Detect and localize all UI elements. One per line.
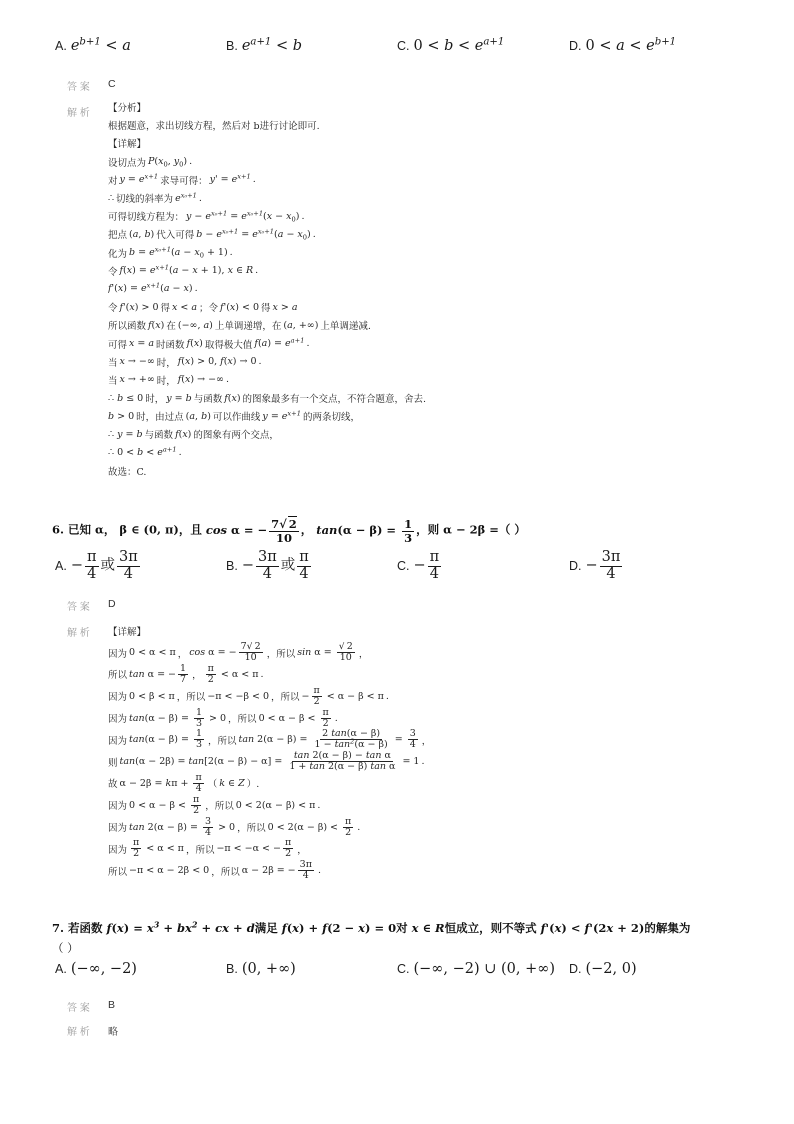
text-run: .	[198, 192, 202, 204]
text-run: 可得	[108, 339, 128, 351]
math-expression: tan(α − β) = $\frac{1}{3}$	[316, 517, 413, 545]
text-run: ，所以	[176, 692, 206, 704]
text-run: 满足	[254, 921, 282, 935]
math-expression: 0 < α < π	[129, 647, 176, 659]
math-expression: (−∞, a)	[177, 319, 213, 331]
text-run: ，所以	[237, 823, 266, 835]
explanation-line	[108, 707, 768, 729]
q7-explain-text: 略	[108, 1027, 118, 1038]
math-expression: $b - e^{x_0+1} = e^{x_0+1}(a - x_0)$	[196, 227, 311, 242]
explanation-line	[108, 316, 768, 334]
math-expression: $P(x_0$, $y_0$)	[148, 156, 188, 169]
text-run: 取得极大值	[204, 339, 253, 351]
q7-option-d[interactable]: D. (−2, 0)	[569, 961, 637, 977]
math-expression: α − 2β =	[443, 523, 499, 537]
math-expression: α − 2β = − $\frac{3\pi}{4}$	[241, 859, 312, 882]
text-run: 恒成立，则不等式	[444, 921, 541, 935]
text-run: 上单调递增，在	[214, 321, 282, 333]
text-run: ，所以	[208, 735, 237, 747]
text-run: 与函数	[144, 430, 174, 442]
text-run: .	[229, 247, 233, 259]
explanation-line	[108, 353, 768, 371]
text-run: ，所以	[211, 866, 240, 878]
math-expression: f'(x) < 0	[220, 301, 260, 313]
text-run: 根据题意，求出切线方程，然后对 b进行讨论即可.	[108, 121, 320, 133]
q7-options	[55, 954, 775, 984]
text-run: .	[317, 865, 321, 877]
explanation-line	[108, 860, 768, 882]
text-run: 时，由过点	[136, 412, 184, 424]
math-expression: ∴	[108, 192, 115, 204]
math-expression: $f(x) = x^3 + bx^2$ + cx + d	[106, 919, 255, 935]
math-expression: − $\frac{\pi}{2}$ < α − β < π	[301, 685, 384, 707]
text-run: .	[258, 356, 262, 368]
text-run: ，	[297, 844, 307, 856]
text-run: ，	[421, 735, 432, 747]
math-expression: tan 2(α − β) = $\frac{3}{4}$ > 0	[129, 816, 236, 838]
q6-options	[55, 546, 775, 586]
text-run: .	[306, 338, 310, 350]
math-expression: f(x) + f(2 − x) = 0	[281, 921, 397, 935]
text-run: 【详解】	[108, 626, 147, 638]
text-run: ，	[358, 648, 369, 660]
math-expression: b > 0	[108, 410, 135, 422]
text-run: 得	[160, 303, 170, 315]
math-expression: ∴ $0 < b < e^{a+1}$	[108, 445, 177, 459]
q5-explanation	[108, 98, 768, 480]
text-run: 令	[108, 266, 118, 278]
q6-explain-label: 解 析	[67, 628, 90, 639]
math-expression: $f'(x) = e^{x+1}(a - x)$	[108, 281, 193, 295]
text-run: 因为	[108, 801, 128, 813]
text-run: .	[225, 374, 229, 386]
explanation-line	[108, 389, 768, 407]
explanation-line	[108, 462, 768, 480]
text-run: ，所以	[205, 801, 234, 813]
text-run: .	[357, 821, 361, 833]
explanation-line	[108, 620, 768, 642]
text-run: .	[194, 283, 198, 295]
text-run: 【分析】	[108, 103, 147, 115]
text-run: .	[317, 799, 321, 811]
q7-answer-value: B	[108, 999, 116, 1011]
explanation-line	[108, 371, 768, 389]
text-run: 时，	[156, 375, 176, 387]
q5-option-c[interactable]: C. $0 < b < e^{a+1}$	[397, 36, 505, 54]
text-run: 的图象有两个交点，	[193, 430, 279, 442]
text-run: 代入可得	[156, 230, 195, 242]
text-run: 设切点为	[108, 157, 147, 169]
math-expression: tan α = − $\frac{1}{7}$	[129, 663, 187, 685]
math-expression: f(x) > 0, f(x) → 0	[177, 356, 257, 368]
text-run: 可以作曲线	[212, 412, 261, 424]
math-expression: cos α = − $\frac{7√ 2}{10}$	[189, 641, 261, 664]
math-expression: f(x)	[175, 428, 192, 440]
text-run: .	[189, 156, 193, 168]
math-expression: α	[95, 523, 104, 537]
text-run: .	[252, 174, 256, 186]
math-expression: tan(α − β) = $\frac{1}{3}$	[129, 728, 202, 751]
text-run: 在	[166, 321, 176, 333]
explanation-line	[108, 425, 768, 443]
q6-answer-label: 答 案	[67, 602, 90, 613]
text-run: .	[385, 690, 389, 702]
text-run: 7. 若函数	[52, 921, 107, 935]
math-expression: $y = e^{x+1}$	[262, 409, 301, 422]
text-run: .	[255, 265, 259, 277]
text-run: ，	[177, 648, 188, 660]
math-expression: $y = e^{x+1}$	[119, 172, 159, 186]
text-run: 因为	[108, 735, 128, 747]
text-run: .	[421, 756, 425, 768]
q6-option-b[interactable]: B. − $\frac{3\pi}{4}$ 或 $\frac{\pi}{4}$	[226, 549, 309, 582]
q7-stem	[52, 918, 772, 938]
math-expression: 0 < 2(α − β) < π	[235, 799, 316, 811]
q6-stem	[52, 512, 772, 550]
math-expression: x ∈ R	[411, 921, 445, 935]
text-run: ；令	[199, 303, 219, 315]
explanation-line	[108, 816, 768, 838]
q6-option-d[interactable]: D. − $\frac{3\pi}{4}$	[569, 549, 621, 582]
text-run: （ ）	[498, 523, 526, 537]
text-run: 把点	[108, 230, 128, 242]
math-expression: ∴ b ≤ 0	[108, 392, 144, 404]
explanation-line	[108, 116, 768, 134]
text-run: .	[312, 228, 316, 240]
q7-option-b[interactable]: B. (0, +∞)	[226, 961, 296, 977]
text-run: ，所以	[266, 648, 296, 660]
text-run: ，所以	[228, 714, 257, 726]
text-run: .	[178, 447, 182, 459]
text-run: 因为	[108, 823, 128, 835]
math-expression: $b = e^{x_0+1}(a - x_0 + 1)$	[129, 245, 228, 260]
math-expression: (a, +∞)	[283, 319, 319, 331]
math-expression: β ∈ (0, π)	[119, 523, 179, 537]
math-expression: sin α = $\frac{√ 2}{10}$	[297, 641, 353, 664]
q6-answer-value: D	[108, 598, 116, 610]
text-run: .	[334, 712, 338, 724]
text-run: 所以	[108, 866, 128, 878]
text-run: ，且	[178, 523, 206, 537]
explanation-line	[108, 334, 768, 352]
text-run: ）.	[246, 779, 260, 791]
math-expression: y = b	[166, 392, 192, 404]
math-expression: (a, b)	[185, 410, 211, 422]
math-expression: $y' = e^{x+1}$	[209, 172, 251, 186]
text-run: 时，	[156, 357, 176, 369]
explanation-line	[108, 153, 768, 171]
text-run: ，	[103, 523, 120, 537]
text-run: ，所以	[185, 844, 215, 856]
q7-stem-paren: （ ）	[52, 941, 79, 955]
math-expression: α − 2β = kπ + $\frac{\pi}{4}$	[119, 772, 202, 794]
text-run: .	[260, 668, 264, 680]
explanation-line	[108, 838, 768, 860]
math-expression: f(x)	[186, 338, 203, 350]
math-expression: x > a	[272, 301, 298, 313]
text-run: 对	[108, 175, 118, 187]
explanation-line	[108, 280, 768, 298]
math-expression: 0 < α − β < $\frac{\pi}{2}$	[129, 794, 200, 816]
math-expression: (a, b)	[129, 228, 155, 240]
text-run: 的图象最多有一个交点，不符合题意，舍去.	[242, 394, 427, 406]
math-expression: $y - e^{x_0+1} = e^{x_0+1}(x - x_0)$	[186, 209, 300, 224]
explanation-line	[108, 773, 768, 795]
math-expression: −π < −α < − $\frac{\pi}{2}$	[216, 837, 292, 860]
text-run: 【详解】	[108, 139, 147, 151]
text-run: ，所以	[271, 692, 300, 704]
math-expression: f'(x) > 0	[119, 301, 159, 313]
math-expression: f(x)	[224, 392, 241, 404]
explanation-line	[108, 729, 768, 751]
math-expression: tan(α − β) = $\frac{1}{3}$ > 0	[129, 707, 227, 729]
q5-option-a[interactable]: A. $e^{b+1} < a$	[55, 36, 131, 54]
explanation-line	[108, 444, 768, 462]
explanation-line	[108, 664, 768, 686]
explanation-line	[108, 98, 768, 116]
math-expression: $\frac{\pi}{2}$ < α < π	[207, 663, 259, 685]
math-expression: 0 < α − β < $\frac{\pi}{2}$	[258, 707, 329, 729]
q6-option-c[interactable]: C. − $\frac{\pi}{4}$	[397, 549, 440, 582]
q5-option-d[interactable]: D. $0 < a < e^{b+1}$	[569, 36, 677, 54]
q5-explain-label: 解 析	[67, 108, 90, 119]
text-run: ，	[300, 523, 317, 537]
text-run: 6. 已知	[52, 523, 96, 537]
text-run: 可得切线方程为：	[108, 212, 185, 224]
math-expression: x → −∞	[119, 356, 155, 368]
explanation-line	[108, 262, 768, 280]
explanation-line	[108, 298, 768, 316]
text-run: （	[207, 779, 218, 791]
explanation-line	[108, 685, 768, 707]
math-expression: cos α = − $\frac{7√ 2}{10}$	[205, 517, 297, 545]
q7-option-c[interactable]: C. (−∞, −2) ∪ (0, +∞)	[397, 961, 555, 977]
text-run: 的两条切线，	[302, 412, 360, 424]
math-expression: tan(α − 2β) = tan[2(α − β) − α] = $\frac{\text{tan 2(α − β) − tan α}}{\text{1 + tan 2(α − β) tan α}}$ = 1	[119, 750, 420, 773]
math-expression: −π < α − 2β < 0	[129, 865, 210, 877]
text-run: 的解集为	[644, 921, 691, 935]
text-run: 所以函数	[108, 321, 147, 333]
math-expression: f'(x) < f'(2x + 2)	[540, 921, 645, 935]
text-run: 当	[108, 357, 118, 369]
explanation-line	[108, 751, 768, 773]
math-expression: −π < −β < 0	[207, 690, 270, 702]
math-expression: x = a	[129, 338, 155, 350]
text-run: 时函数	[156, 339, 185, 351]
explanation-line	[108, 794, 768, 816]
math-expression: $f(x) = e^{x+1}(a - x + 1)$, x ∈ R	[119, 263, 254, 277]
text-run: 因为	[108, 692, 128, 704]
explanation-line	[108, 171, 768, 189]
text-run: 令	[108, 303, 118, 315]
text-run: 上单调递减.	[320, 321, 371, 333]
explanation-line	[108, 642, 768, 664]
q7-explain-label: 解 析	[67, 1027, 90, 1038]
math-expression: k ∈ Z	[219, 777, 245, 789]
text-run: 故选：C.	[108, 466, 147, 478]
math-expression: 0 < 2(α − β) < $\frac{\pi}{2}$	[267, 816, 352, 838]
text-run: ，	[192, 670, 202, 682]
text-run: 故	[108, 779, 118, 791]
math-expression: ∴ y = b	[108, 428, 143, 440]
q7-answer-label: 答 案	[67, 1003, 90, 1014]
math-expression: f(x) → −∞	[177, 374, 224, 386]
text-run: 切线的斜率为	[116, 194, 174, 206]
math-expression: $f(a) = e^{a+1}$	[254, 336, 305, 350]
text-run: 与函数	[193, 394, 223, 406]
explanation-line	[108, 407, 768, 425]
text-run: 得	[261, 303, 271, 315]
q5-option-b[interactable]: B. $e^{a+1} < b$	[226, 36, 303, 54]
math-expression: $e^{x_0+1}$	[175, 190, 197, 204]
explanation-line	[108, 189, 768, 207]
explanation-line	[108, 244, 768, 262]
math-expression: $\frac{\pi}{2}$ < α < π	[133, 837, 184, 860]
text-run: 时，	[145, 394, 165, 406]
text-run: 则	[108, 757, 118, 769]
text-run: 对	[396, 921, 412, 935]
math-expression: x → +∞	[119, 374, 155, 386]
text-run: 因为	[108, 714, 128, 726]
text-run: 因为	[108, 648, 128, 660]
q6-option-a[interactable]: A. − $\frac{\pi}{4}$ 或 $\frac{3\pi}{4}$	[55, 549, 138, 582]
text-run: 当	[108, 375, 118, 387]
math-expression: 0 < β < π	[129, 690, 175, 702]
text-run: 求导可得：	[160, 175, 208, 187]
q5-answer-label: 答 案	[67, 82, 90, 93]
q5-options	[55, 28, 775, 64]
text-run: 因为	[108, 844, 128, 856]
text-run: 化为	[108, 248, 128, 260]
math-expression: tan 2(α − β) = $\frac{2 \tan(\alpha - \beta)}{1 - \tan^2(\alpha - \beta)}$ = $\frac{3}{4}$	[238, 728, 416, 751]
q6-explanation	[108, 620, 768, 882]
text-run: ，则	[416, 523, 444, 537]
math-expression: x < a	[172, 301, 198, 313]
q7-option-a[interactable]: A. (−∞, −2)	[55, 961, 137, 977]
text-run: 所以	[108, 670, 128, 682]
math-expression: f(x)	[148, 319, 165, 331]
explanation-line	[108, 207, 768, 225]
explanation-line	[108, 134, 768, 152]
text-run: .	[301, 210, 305, 222]
q5-answer-value: C	[108, 78, 116, 90]
explanation-line	[108, 225, 768, 243]
